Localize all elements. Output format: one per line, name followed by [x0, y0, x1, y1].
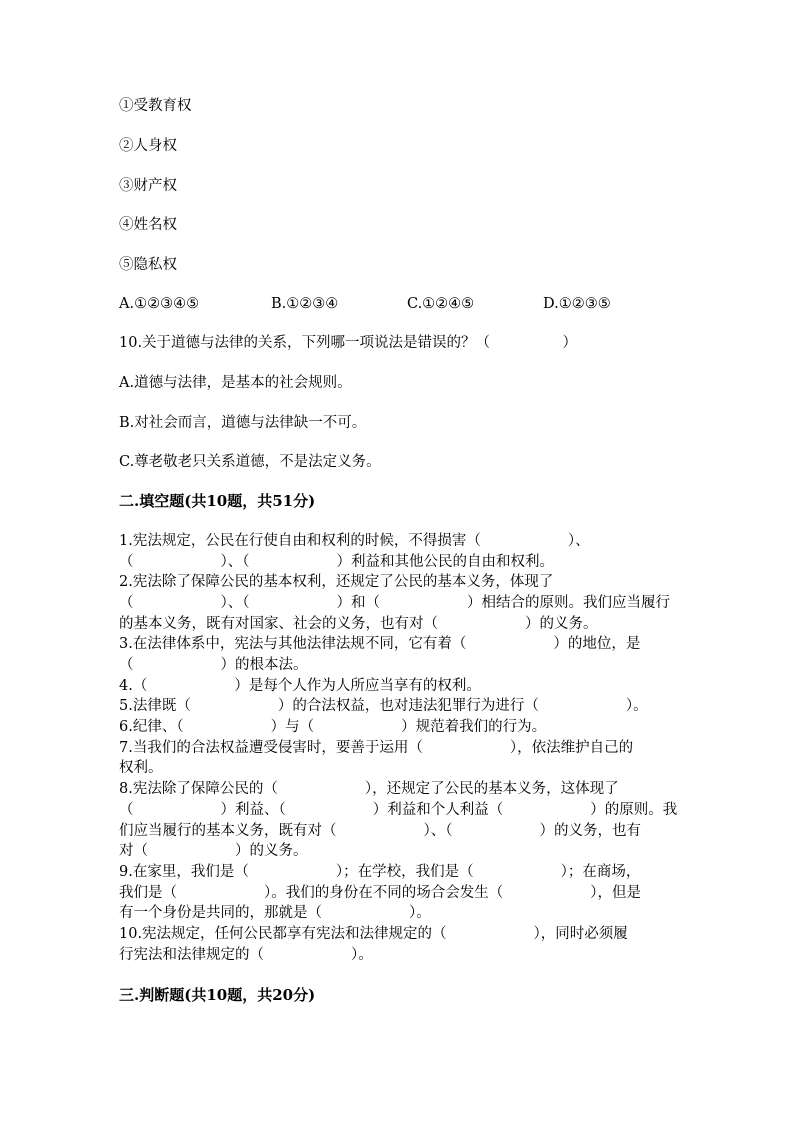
option-d: D.①②③⑤: [543, 296, 611, 312]
fill-line-14: （ ）利益、（ ）利益和个人利益（ ）的原则。我: [119, 802, 678, 818]
fill-line-5: 的基本义务，既有对国家、社会的义务，也有对（ ）的义务。: [119, 616, 598, 632]
section-3-title: 三.判断题(共10题，共20分): [119, 986, 316, 1004]
choice-item-4: ④姓名权: [119, 217, 177, 233]
fill-line-13: 8.宪法除了保障公民的（ ），还规定了公民的基本义务，这体现了: [119, 781, 619, 797]
option-b: B.①②③④: [271, 296, 339, 312]
fill-line-6: 3.在法律体系中，宪法与其他法律法规不同，它有着（ ）的地位，是: [119, 636, 641, 652]
fill-line-21: 行宪法和法律规定的（ ）。: [119, 947, 373, 963]
section-2-title: 二.填空题(共10题，共51分): [119, 492, 316, 510]
fill-line-3: 2.宪法除了保障公民的基本权利，还规定了公民的基本义务，体现了: [119, 574, 554, 590]
fill-line-17: 9.在家里，我们是（ ）；在学校，我们是（ ）；在商场，: [119, 864, 641, 880]
fill-line-16: 对（ ）的义务。: [119, 843, 308, 859]
choice-item-1: ①受教育权: [119, 98, 192, 114]
q9-options: [119, 294, 679, 314]
fill-line-7: （ ）的根本法。: [119, 657, 308, 673]
fill-line-1: 1.宪法规定，公民在行使自由和权利的时候，不得损害（ ）、: [119, 533, 590, 549]
q10-option-c: C.尊老敬老只关系道德，不是法定义务。: [119, 454, 381, 470]
choice-item-3: ③财产权: [119, 178, 177, 194]
fill-line-20: 10.宪法规定，任何公民都享有宪法和法律规定的（ ），同时必须履: [119, 926, 628, 942]
q10-stem: 10.关于道德与法律的关系，下列哪一项说法是错误的？（ ）: [119, 335, 578, 351]
fill-line-2: （ ）、（ ）利益和其他公民的自由和权利。: [119, 554, 554, 570]
fill-line-12: 权利。: [119, 760, 163, 776]
fill-line-19: 有一个身份是共同的，那就是（ ）。: [119, 905, 431, 921]
option-c: C.①②④⑤: [407, 296, 475, 312]
fill-line-8: 4.（ ）是每个人作为人所应当享有的权利。: [119, 678, 481, 694]
choice-item-5: ⑤隐私权: [119, 257, 177, 273]
choice-item-2: ②人身权: [119, 138, 177, 154]
q10-option-b: B.对社会而言，道德与法律缺一不可。: [119, 415, 367, 431]
fill-line-15: 们应当履行的基本义务，既有对（ ）、（ ）的义务，也有: [119, 823, 641, 839]
fill-line-18: 我们是（ ）。我们的身份在不同的场合会发生（ ），但是: [119, 885, 641, 901]
q10-option-a: A.道德与法律，是基本的社会规则。: [119, 375, 352, 391]
option-a: A.①②③④⑤: [119, 296, 200, 312]
fill-line-4: （ ）、（ ）和（ ）相结合的原则。我们应当履行: [119, 595, 670, 611]
fill-line-11: 7.当我们的合法权益遭受侵害时，要善于运用（ ），依法维护自己的: [119, 740, 634, 756]
fill-line-10: 6.纪律、（ ）与（ ）规范着我们的行为。: [119, 719, 547, 735]
fill-line-9: 5.法律既（ ）的合法权益，也对违法犯罪行为进行（ ）。: [119, 698, 648, 714]
